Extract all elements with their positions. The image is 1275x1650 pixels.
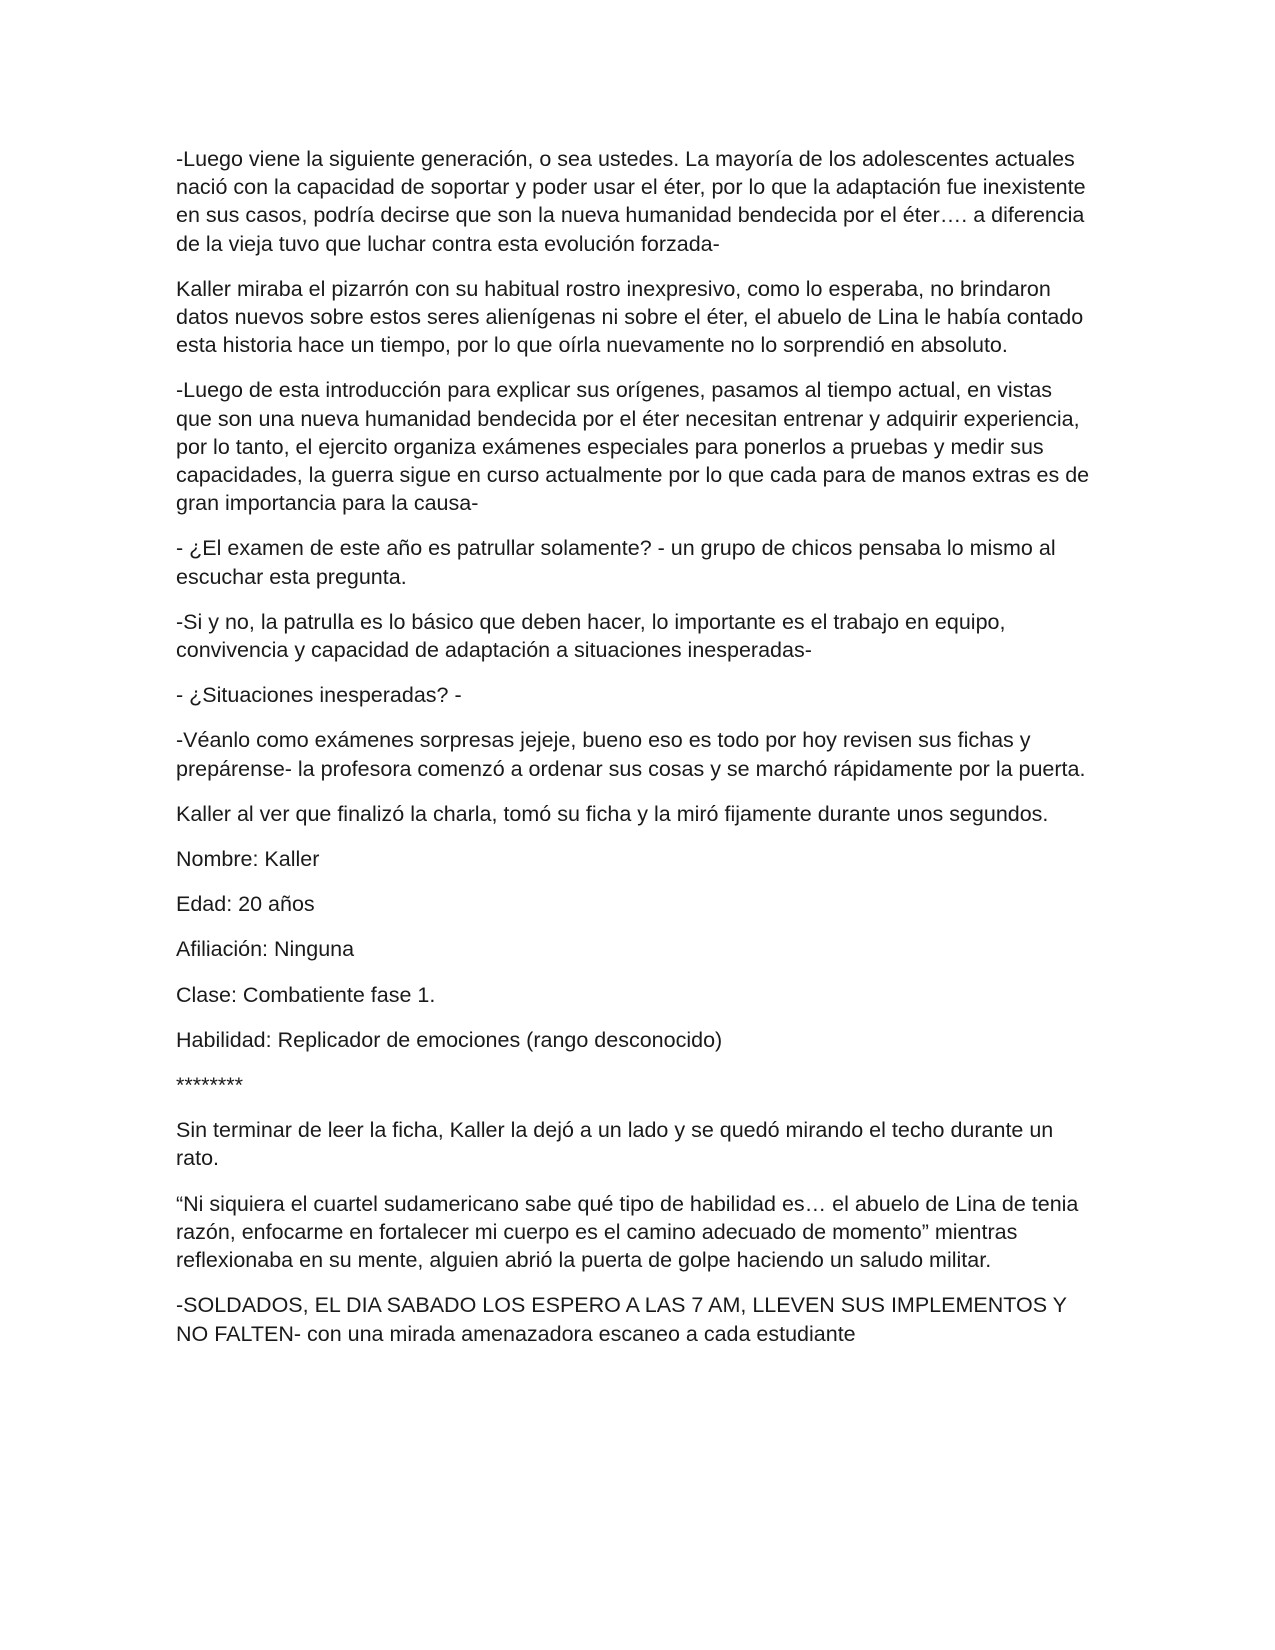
profile-ability: Habilidad: Replicador de emociones (rango desconocido) — [176, 1027, 723, 1052]
profile-age: Edad: 20 años — [176, 892, 315, 917]
profile-affiliation: Afiliación: Ninguna — [176, 937, 355, 962]
paragraph-4: - ¿El examen de este año es patrullar solamente? - un grupo de chicos pensaba lo mismo al escuchar esta pregunta. — [176, 536, 1056, 589]
paragraph-6: - ¿Situaciones inesperadas? - — [176, 683, 462, 708]
paragraph-10: “Ni siquiera el cuartel sudamericano sabe qué tipo de habilidad es… el abuelo de Lina de tenia razón, enfocarme en fortalecer mi cuerpo es el camino adecuado de momento” mientras reflexionaba en su mente, alguien abrió la puerta de golpe haciendo un saludo militar. — [176, 1191, 1079, 1273]
paragraph-3: -Luego de esta introducción para explicar sus orígenes, pasamos al tiempo actual, en vistas que son una nueva humanidad bendecida por el éter necesitan entrenar y adquirir experiencia, por lo tanto, el ejercito organiza exámenes especiales para ponerlos a pruebas y medir sus capacidades, la guerra sigue en curso actualmente por lo que cada para de manos extras es de gran importancia para la causa- — [176, 378, 1090, 516]
paragraph-5: -Si y no, la patrulla es lo básico que deben hacer, lo importante es el trabajo en equipo, convivencia y capacidad de adaptación a situaciones inesperadas- — [176, 609, 1006, 663]
profile-name: Nombre: Kaller — [176, 847, 320, 872]
body-text — [176, 145, 1091, 1365]
paragraph-1: -Luego viene la siguiente generación, o sea ustedes. La mayoría de los adolescentes actuales nació con la capacidad de soportar y poder usar el éter, por lo que la adaptación fue inexistente en sus casos, podría decirse que son la nueva humanidad bendecida por el éter…. a diferencia de la vieja tuvo que luchar contra esta evolución forzada- — [176, 147, 1086, 256]
paragraph-2: Kaller miraba el pizarrón con su habitual rostro inexpresivo, como lo esperaba, no brindaron datos nuevos sobre estos seres alienígenas ni sobre el éter, el abuelo de Lina le había contado esta historia hace un tiempo, por lo que oírla nuevamente no lo sorprendió en absoluto. — [176, 276, 1084, 358]
paragraph-8: Kaller al ver que finalizó la charla, tomó su ficha y la miró fijamente durante unos segundos. — [176, 801, 1049, 826]
paragraph-9: Sin terminar de leer la ficha, Kaller la dejó a un lado y se quedó mirando el techo durante un rato. — [176, 1118, 1054, 1171]
section-separator: ******** — [176, 1073, 243, 1098]
paragraph-11: -SOLDADOS, EL DIA SABADO LOS ESPERO A LAS 7 AM, LLEVEN SUS IMPLEMENTOS Y NO FALTEN- con una mirada amenazadora escaneo a cada estudiante — [176, 1293, 1067, 1346]
paragraph-7: -Véanlo como exámenes sorpresas jejeje, bueno eso es todo por hoy revisen sus fichas y prepárense- la profesora comenzó a ordenar sus cosas y se marchó rápidamente por la puerta. — [176, 728, 1086, 781]
profile-class: Clase: Combatiente fase 1. — [176, 982, 436, 1007]
